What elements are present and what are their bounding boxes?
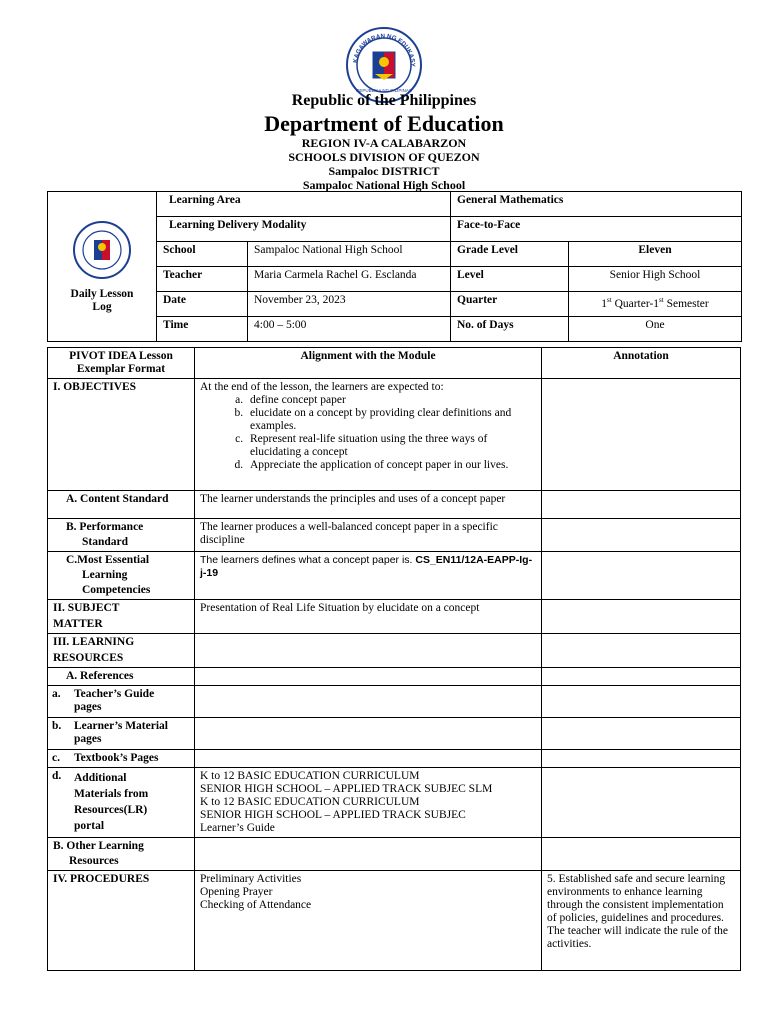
level-label: Level [451,267,569,292]
col-header-alignment: Alignment with the Module [195,348,542,379]
department-heading: Department of Education [264,111,504,136]
col-header-annotation: Annotation [542,348,741,379]
days-label: No. of Days [451,317,569,342]
additional-materials-label: d. Additional Materials from Resources(LR) portal [48,768,195,838]
dll-header-table [47,191,742,342]
svg-text:KAGAWARAN NG EDUKASYON: KAGAWARAN NG EDUKASY [352,32,417,67]
objective-item: d. Appreciate the application of concept paper in our lives. [246,459,536,472]
dll-title-line1: Daily Lesson [70,287,134,300]
learning-resources-label: III. LEARNING RESOURCES [48,634,195,668]
school-value: Sampaloc National High School [248,242,451,267]
school-label: School [157,242,248,267]
modality-label: Learning Delivery Modality [157,217,451,242]
performance-standard-label: B. Performance Standard [48,519,195,552]
learners-material-label: b. Learner’s Material pages [48,718,195,750]
learning-resources-annotation [542,634,741,668]
additional-materials-value: K to 12 BASIC EDUCATION CURRICULUM SENIOR HIGH SCHOOL – APPLIED TRACK SUBJEC SLM K to 12 BASIC EDUCATION CURRICULUM SENIOR HIGH SCHOOL – APPLIED TRACK SUBJEC Learner’s Guide [195,768,542,838]
other-resources-label: B. Other Learning Resources [48,838,195,871]
melc-annotation [542,552,741,600]
dll-title-line2: Log [92,300,112,313]
learners-material-annotation [542,718,741,750]
subject-matter-label: II. SUBJECT MATTER [48,600,195,634]
teacher-label: Teacher [157,267,248,292]
svg-text:REPUBLIKA NG PILIPINAS: REPUBLIKA NG PILIPINAS [356,88,412,93]
lesson-table [47,347,741,971]
references-label: A. References [48,668,195,686]
content-standard-value: The learner understands the principles and uses of a concept paper [195,491,542,519]
melc-code: CS_EN11/12A-EAPP-Ig-j-19 [200,554,533,579]
district-heading: Sampaloc DISTRICT [328,164,440,178]
dll-title-cell [48,192,157,342]
objectives-intro: At the end of the lesson, the learners are expected to: [200,381,444,393]
subject-matter-value: Presentation of Real Life Situation by elucidate on a concept [195,600,542,634]
days-value: One [569,317,742,342]
textbook-annotation [542,750,741,768]
learning-area-value: General Mathematics [451,192,742,217]
performance-standard-value: The learner produces a well-balanced concept paper in a specific discipline [195,519,542,552]
other-resources-annotation [542,838,741,871]
melc-label: C.Most Essential Learning Competencies [48,552,195,600]
teachers-guide-value [195,686,542,718]
references-value [195,668,542,686]
objective-item: a. define concept paper [246,394,536,407]
objectives-list [200,394,536,472]
learning-resources-value [195,634,542,668]
level-value: Senior High School [569,267,742,292]
date-value: November 23, 2023 [248,292,451,317]
melc-value: The learners defines what a concept paper is. CS_EN11/12A-EAPP-Ig-j-19 [195,552,542,600]
objective-item: c. Represent real-life situation using the three ways of elucidating a concept [246,433,536,459]
teachers-guide-label: a. Teacher’s Guide pages [48,686,195,718]
performance-standard-annotation [542,519,741,552]
procedures-label: IV. PROCEDURES [48,871,195,971]
teachers-guide-annotation [542,686,741,718]
region-heading: REGION IV-A CALABARZON [301,136,467,150]
grade-value: Eleven [569,242,742,267]
objectives-annotation [542,379,741,491]
grade-label: Grade Level [451,242,569,267]
references-annotation [542,668,741,686]
subject-matter-annotation [542,600,741,634]
col-header-format: PIVOT IDEA Lesson Exemplar Format [48,348,195,379]
learners-material-value [195,718,542,750]
school-heading: Sampaloc National High School [302,178,466,192]
time-value: 4:00 – 5:00 [248,317,451,342]
modality-value: Face-to-Face [451,217,742,242]
content-standard-label: A. Content Standard [48,491,195,519]
date-label: Date [157,292,248,317]
content-standard-annotation [542,491,741,519]
quarter-value: 1st Quarter-1st Semester [569,292,742,317]
objectives-cell [195,379,542,491]
learning-area-label: Learning Area [157,192,451,217]
other-resources-value [195,838,542,871]
additional-materials-annotation [542,768,741,838]
objectives-label: I. OBJECTIVES [48,379,195,491]
procedures-annotation: 5. Established safe and secure learning environments to enhance learning through the consistent implementation of policies, guidelines and procedures. The teacher will indicate the rule of the activities. [542,871,741,971]
procedures-value: Preliminary Activities Opening Prayer Checking of Attendance [195,871,542,971]
republic-heading: Republic of the Philippines [291,92,477,109]
textbook-label: c. Textbook’s Pages [48,750,195,768]
textbook-value [195,750,542,768]
deped-small-seal [72,220,132,280]
quarter-label: Quarter [451,292,569,317]
objective-item: b. elucidate on a concept by providing clear definitions and examples. [246,407,536,433]
time-label: Time [157,317,248,342]
teacher-value: Maria Carmela Rachel G. Esclanda [248,267,451,292]
division-heading: SCHOOLS DIVISION OF QUEZON [288,150,480,164]
